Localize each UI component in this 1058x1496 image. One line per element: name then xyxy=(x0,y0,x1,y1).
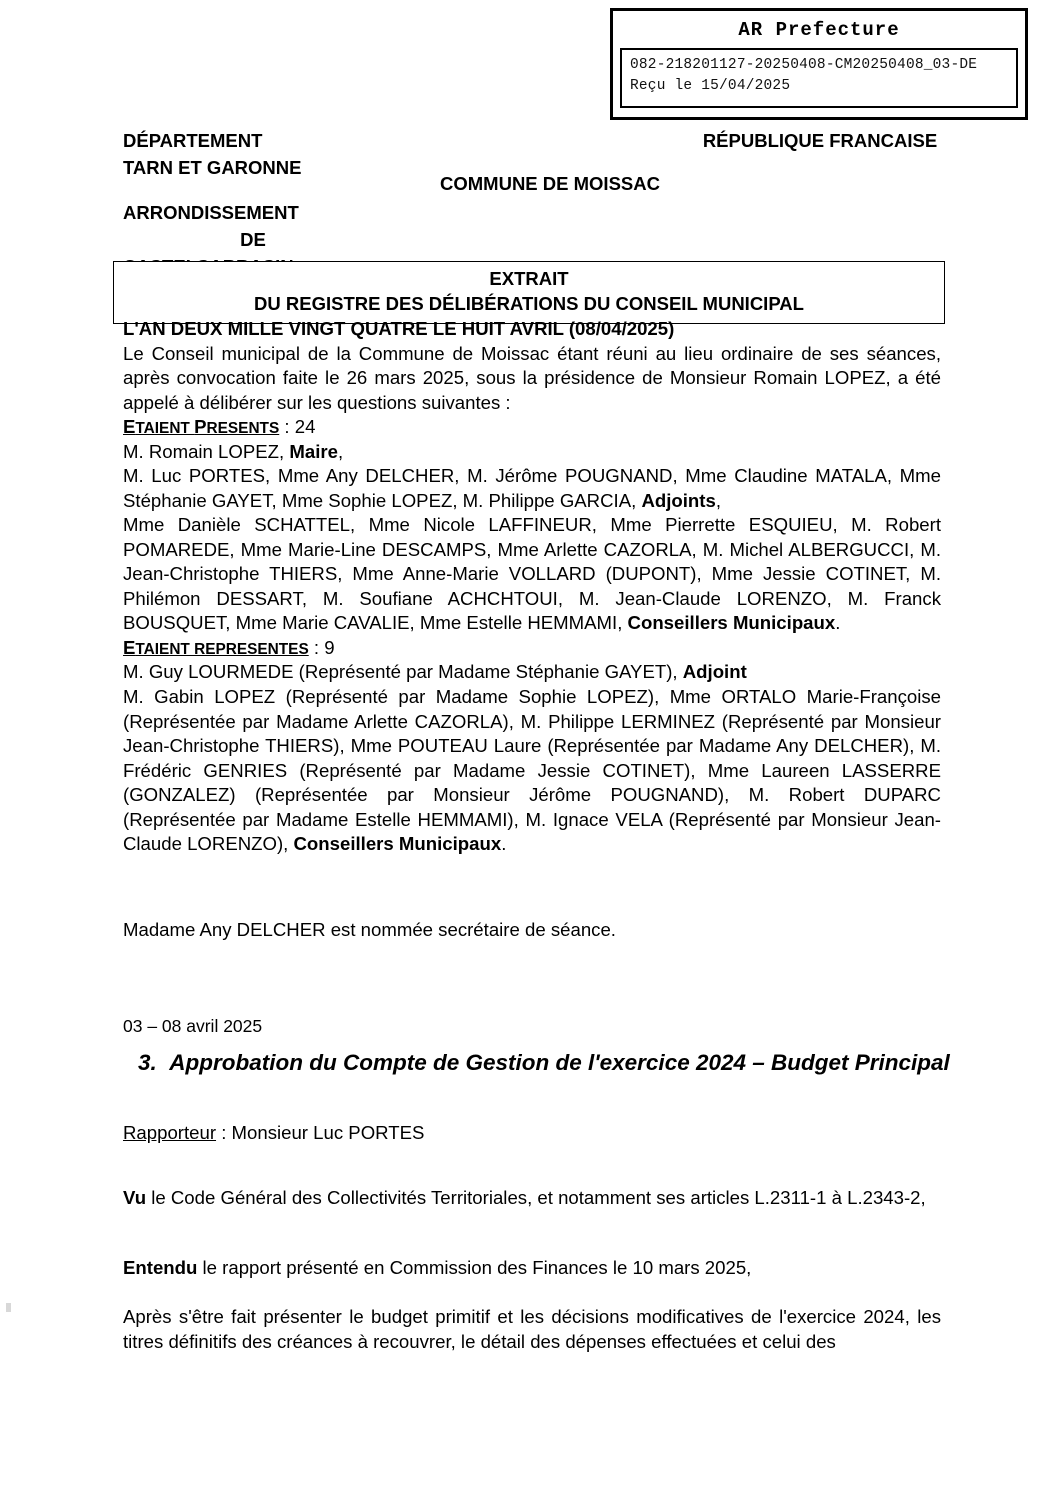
clause-apres: Après s'être fait présenter le budget primitif et les décisions modificatives de l'exercice 2024, les titres définitifs des créances à recouvrer, le détail des dépenses effectuées et celui des xyxy=(123,1306,941,1352)
clause-entendu-text: le rapport présenté en Commission des Finances le 10 mars 2025, xyxy=(197,1257,752,1278)
rapporteur-value: : Monsieur Luc PORTES xyxy=(216,1122,425,1143)
department-label: DÉPARTEMENT xyxy=(123,130,263,151)
extrait-title: EXTRAIT xyxy=(489,268,569,289)
presents-label: ETAIENT PRESENTS xyxy=(123,416,280,438)
presents-heading xyxy=(123,415,941,440)
scan-margin-mark xyxy=(6,1303,11,1312)
convocation-paragraph: Le Conseil municipal de la Commune de Moissac étant réuni au lieu ordinaire de ses séances, après convocation faite le 26 mars 2025, sous la présidence de Monsieur Romain LOPEZ, a été appelé à délibérer sur les questions suivantes : xyxy=(123,342,941,413)
commune-label: COMMUNE DE MOISSAC xyxy=(440,173,660,194)
clause-vu-text: le Code Général des Collectivités Territoriales, et notamment ses articles L.2311-1 à L.2343-2, xyxy=(146,1187,926,1208)
document-body xyxy=(123,317,941,857)
republic-label: RÉPUBLIQUE FRANCAISE xyxy=(702,130,938,151)
ar-prefecture-title: AR Prefecture xyxy=(738,19,900,41)
presents-adjoints-line: M. Luc PORTES, Mme Any DELCHER, M. Jérôme POUGNAND, Mme Claudine MATALA, Mme Stéphanie GAYET, Mme Sophie LOPEZ, M. Philippe GARCIA, Adjoints, xyxy=(123,465,941,511)
arrondissement-label: ARRONDISSEMENT xyxy=(123,202,299,223)
deliberation-title xyxy=(138,1048,978,1078)
clause-vu xyxy=(123,1186,941,1211)
ar-prefecture-details xyxy=(620,48,1018,108)
clause-vu-keyword: Vu xyxy=(123,1187,147,1208)
presents-maire-line: M. Romain LOPEZ, Maire, xyxy=(123,440,344,462)
represented-count: : 9 xyxy=(308,636,335,658)
ar-reference-number: 082-218201127-20250408-CM20250408_03-DE xyxy=(630,57,978,73)
ar-prefecture-stamp xyxy=(610,8,1028,120)
deliberation-title-text: Approbation du Compte de Gestion de l'exercice 2024 – Budget Principal xyxy=(169,1050,950,1075)
extrait-subtitle: DU REGISTRE DES DÉLIBÉRATIONS DU CONSEIL MUNICIPAL xyxy=(254,292,804,314)
represented-conseillers-line: M. Gabin LOPEZ (Représenté par Madame Sophie LOPEZ), Mme ORTALO Marie-Françoise (Représentée par Madame Arlette CAZORLA), M. Philippe LERMINEZ (Représenté par Monsieur Jean-Christophe THIERS), Mme POUTEAU Laure (Représentée par Madame Any DELCHER), M. Frédéric GENRIES (Représenté par Madame Jessie COTINET), Mme Laureen LASSERRE (GONZALEZ) (Représentée par Monsieur Jérôme POUGNAND), M. Robert DUPARC (Représentée par Madame Estelle HEMMAMI), M. Ignace VELA (Représenté par Monsieur Jean-Claude LORENZO), Conseillers Municipaux. xyxy=(123,685,941,855)
presents-count: : 24 xyxy=(279,416,316,438)
session-date-heading: L'AN DEUX MILLE VINGT QUATRE LE HUIT AVRIL (08/04/2025) xyxy=(123,318,675,339)
presents-conseillers-line: Mme Danièle SCHATTEL, Mme Nicole LAFFINEUR, Mme Pierrette ESQUIEU, M. Robert POMAREDE, Mme Marie-Line DESCAMPS, Mme Arlette CAZORLA, M. Michel ALBERGUCCI, M. Jean-Christophe THIERS, Mme Anne-Marie VOLLARD (DUPONT), Mme Jessie COTINET, M. Philémon DESSART, M. Soufiane ACHCHTOUI, M. Jean-Claude LORENZO, M. Franck BOUSQUET, Mme Marie CAVALIE, Mme Estelle HEMMAMI, Conseillers Municipaux. xyxy=(123,514,941,634)
deliberation-number: 3. xyxy=(138,1050,157,1075)
arrondissement-de: DE xyxy=(240,228,266,250)
rapporteur-label: Rapporteur xyxy=(123,1122,217,1143)
clause-entendu-keyword: Entendu xyxy=(123,1257,198,1278)
department-name: TARN ET GARONNE xyxy=(123,156,302,178)
extrait-box xyxy=(113,261,945,324)
document-masthead xyxy=(0,128,1058,258)
represented-label: ETAIENT REPRESENTES xyxy=(123,636,309,658)
clause-entendu xyxy=(123,1256,941,1281)
ar-received-date: Reçu le 15/04/2025 xyxy=(630,78,791,95)
rapporteur-line xyxy=(123,1122,424,1144)
secretary-statement: Madame Any DELCHER est nommée secrétaire de séance. xyxy=(123,918,616,940)
represented-adjoint-line: M. Guy LOURMEDE (Représenté par Madame Stéphanie GAYET), Adjoint xyxy=(123,661,747,683)
deliberation-reference: 03 – 08 avril 2025 xyxy=(123,1016,263,1036)
represented-heading xyxy=(123,636,941,661)
